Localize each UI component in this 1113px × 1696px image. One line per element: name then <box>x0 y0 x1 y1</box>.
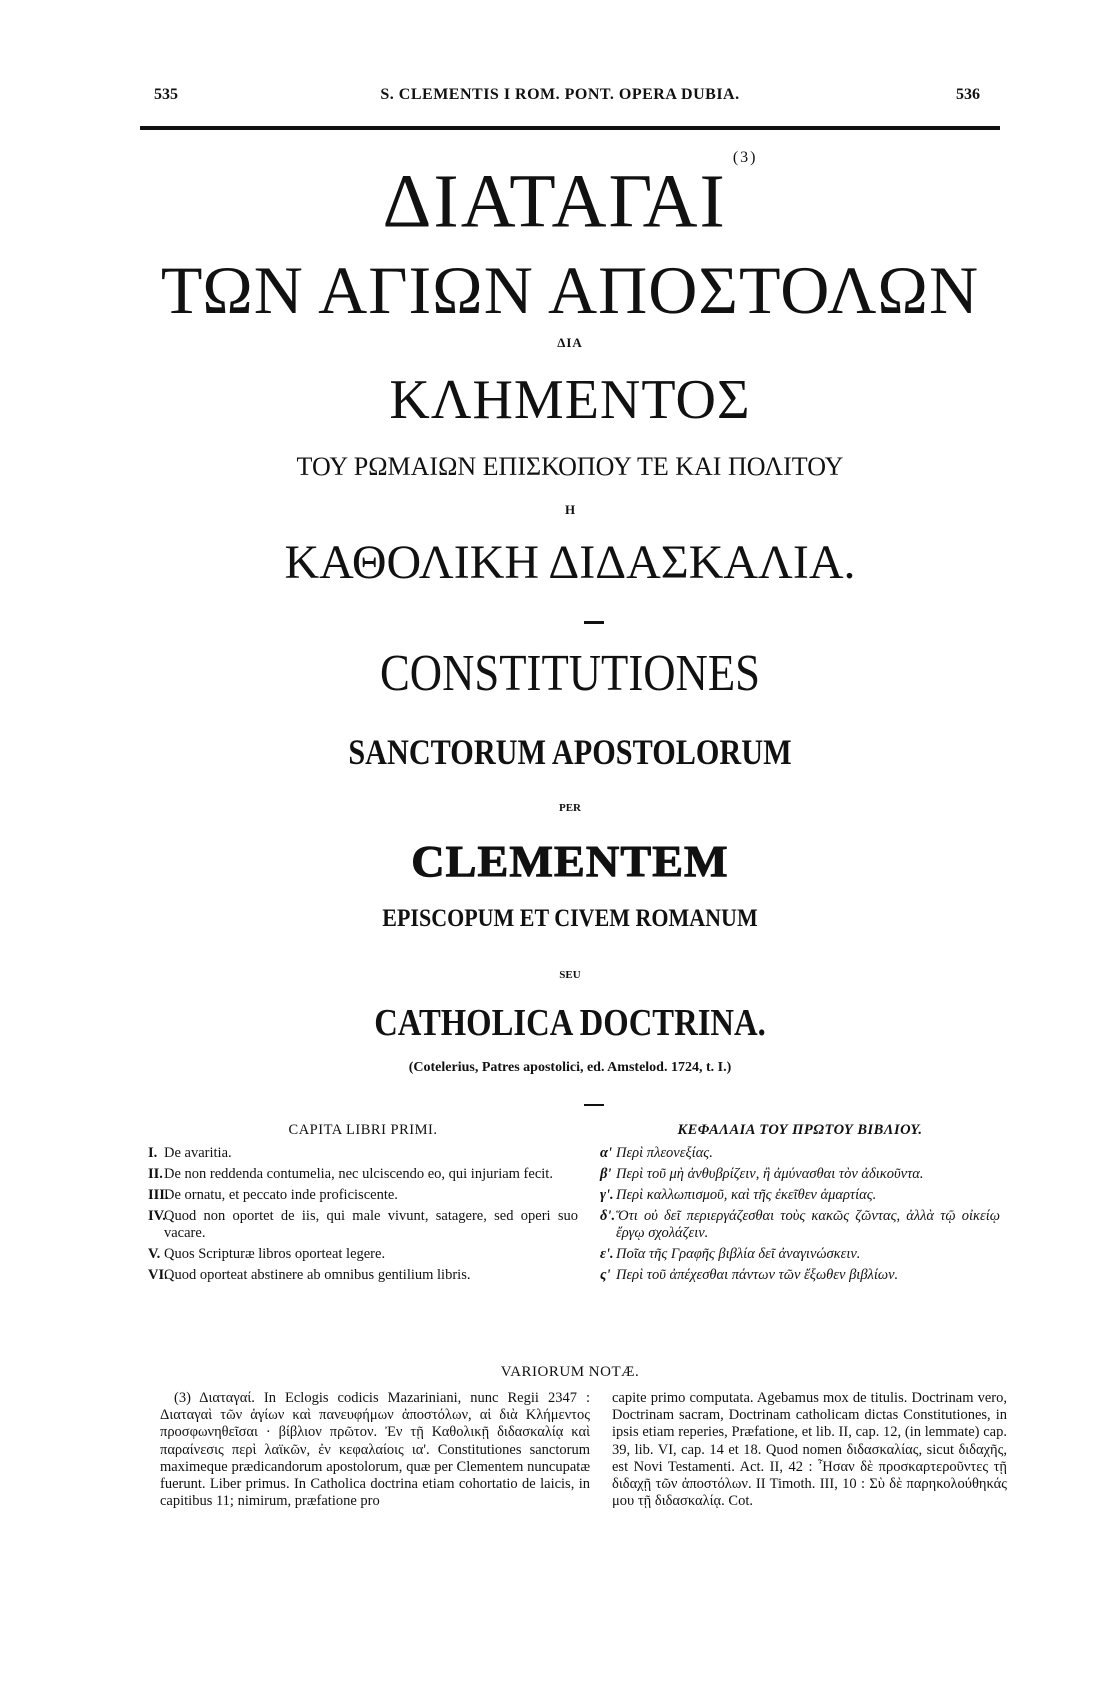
list-item <box>148 1166 578 1183</box>
chapters-latin-list <box>148 1145 578 1284</box>
list-item <box>148 1187 578 1204</box>
latin-title-line-4: EPISCOPUM ET CIVEM ROMANUM <box>382 905 758 932</box>
latin-title-line-2: SANCTORUM APOSTOLORUM <box>348 732 792 772</box>
item-number: II. <box>148 1166 163 1182</box>
notes-column-right <box>612 1390 1007 1510</box>
item-number: VI. <box>148 1267 168 1283</box>
item-number: IV. <box>148 1208 166 1224</box>
list-item <box>600 1246 1000 1263</box>
greek-title-line-1 <box>140 149 1000 244</box>
item-number: δ'. <box>600 1208 616 1224</box>
separator-dash <box>584 621 604 624</box>
list-item <box>600 1208 1000 1242</box>
list-item <box>600 1187 1000 1204</box>
list-item <box>600 1267 1000 1284</box>
item-text: Περὶ τοῦ μὴ ἀνθυβρίζειν, ἢ ἀμύνασθαι τὸν ἀδικοῦντα. <box>616 1166 924 1182</box>
item-text: Περὶ καλλωπισμοῦ, καὶ τῆς ἐκεῖθεν ἁμαρτίας. <box>616 1187 877 1203</box>
list-item <box>148 1208 578 1242</box>
item-text: Quod oporteat abstinere ab omnibus gentilium libris. <box>164 1267 471 1283</box>
note-mark: (3) <box>732 149 758 166</box>
list-item <box>148 1267 578 1284</box>
notes-heading: VARIORUM NOTÆ. <box>500 1364 640 1380</box>
item-number: β' <box>600 1166 612 1182</box>
item-text: Quod non oportet de iis, qui male vivunt, satagere, sed operi suo vacare. <box>164 1208 578 1241</box>
item-number: ς' <box>600 1267 611 1283</box>
list-item <box>148 1246 578 1263</box>
note-text-left: (3) Διαταγαί. In Eclogis codicis Mazariniani, nunc Regii 2347 : Διαταγαὶ τῶν ἁγίων καὶ πανευφήμων ἀποστόλων, αἱ διὰ Κλήμεντος προσφωνηθεῖσαι · βίβλιον πρῶτον. Ἐν τῇ Καθολικῇ διδασκαλίᾳ καὶ παραίνεσις περὶ λαϊκῶν, ἐν κεφαλαίοις ια'. Constitutiones sanctorum maximeque prædicandorum apostolorum, quæ per Clementem nuncupatæ fuerunt. Liber primus. In Catholica doctrina etiam cohortatio de laicis, in capitibus 11; nimirum, præfatione pro <box>160 1390 590 1510</box>
item-text: De avaritia. <box>164 1145 232 1161</box>
latin-title-line-1: CONSTITUTIONES <box>379 645 761 702</box>
latin-title-line-3: CLEMENTEM <box>411 837 729 886</box>
separator-dash-2 <box>584 1104 604 1106</box>
item-number: ε'. <box>600 1246 614 1262</box>
item-text: Ὅτι οὐ δεῖ περιεργάζεσθαι τοὺς κακῶς ζῶντας, ἀλλὰ τῷ οἰκείῳ ἔργῳ σχολάζειν. <box>616 1208 1000 1241</box>
running-title: S. CLEMENTIS I ROM. PONT. OPERA DUBIA. <box>380 86 740 103</box>
list-item <box>600 1145 1000 1162</box>
item-number: I. <box>148 1145 158 1161</box>
item-text: De ornatu, et peccato inde proficiscente. <box>164 1187 398 1203</box>
item-text: De non reddenda contumelia, nec ulciscendo eo, qui injuriam fecit. <box>164 1166 553 1182</box>
greek-title-line-4: ΤΟΥ ΡΩΜΑΙΩΝ ΕΠΙΣΚΟΠΟΥ ΤΕ ΚΑΙ ΠΟΛΙΤΟΥ <box>296 452 844 481</box>
chapters-latin <box>148 1122 578 1288</box>
item-text: Quos Scripturæ libros oporteat legere. <box>164 1246 386 1262</box>
chapters-greek-list <box>600 1145 1000 1284</box>
list-item <box>148 1145 578 1162</box>
source-citation: (Cotelerius, Patres apostolici, ed. Amstelod. 1724, t. I.) <box>408 1060 732 1075</box>
latin-per: PER <box>559 802 581 814</box>
greek-title-line-5: ΚΑΘΟΛΙΚΗ ΔΙΔΑΣΚΑΛΙΑ. <box>284 536 856 589</box>
item-number: V. <box>148 1246 161 1262</box>
note-text-right: capite primo computata. Agebamus mox de titulis. Doctrinam vero, Doctrinam sacram, Doctrinam catholicam dictas Constitutiones, in ipsis etiam reperies, Præfatione, et lib. II, cap. 12, (in lemmate) cap. 39, lib. VI, cap. 14 et 18. Quod nomen διδασκαλίας, sicut διδαχῆς, est Novi Testamenti. Act. II, 42 : Ἦσαν δὲ προσκαρτεροῦντες τῇ διδαχῇ τῶν ἀποστόλων. II Timoth. III, 10 : Σὺ δὲ παρηκολούθηκάς μου τῇ διδασκαλίᾳ. Cot. <box>612 1390 1007 1510</box>
chapters-latin-heading: CAPITA LIBRI PRIMI. <box>288 1122 438 1138</box>
item-number: α' <box>600 1145 613 1161</box>
chapters-greek-heading: ΚΕΦΑΛΑΙΑ ΤΟΥ ΠΡΩΤΟΥ ΒΙΒΛΙΟΥ. <box>677 1122 923 1138</box>
greek-title-word: ΔΙΑΤΑΓΑΙ <box>382 159 727 244</box>
item-number: γ'. <box>600 1187 614 1203</box>
greek-title-line-3: ΚΛΗΜΕΝΤΟΣ <box>389 369 751 431</box>
notes-column-left <box>160 1390 590 1510</box>
header-rule <box>140 126 1000 130</box>
latin-seu: SEU <box>559 969 581 981</box>
chapters-greek <box>600 1122 1000 1288</box>
greek-eta: Η <box>564 502 576 517</box>
list-item <box>600 1166 1000 1183</box>
greek-dia: ΔΙΑ <box>557 335 583 350</box>
page-number-right: 536 <box>956 86 980 103</box>
item-text: Περὶ πλεονεξίας. <box>616 1145 713 1161</box>
greek-title-line-2: ΤΩΝ ΑΓΙΩΝ ΑΠΟΣΤΟΛΩΝ <box>160 252 980 328</box>
running-header <box>140 86 980 110</box>
item-number: III. <box>148 1187 169 1203</box>
item-text: Περὶ τοῦ ἀπέχεσθαι πάντων τῶν ἔξωθεν βιβλίων. <box>616 1267 899 1283</box>
item-text: Ποῖα τῆς Γραφῆς βιβλία δεῖ ἀναγινώσκειν. <box>616 1246 861 1262</box>
latin-title-line-5: CATHOLICA DOCTRINA. <box>374 1002 766 1044</box>
page-number-left: 535 <box>154 86 178 103</box>
